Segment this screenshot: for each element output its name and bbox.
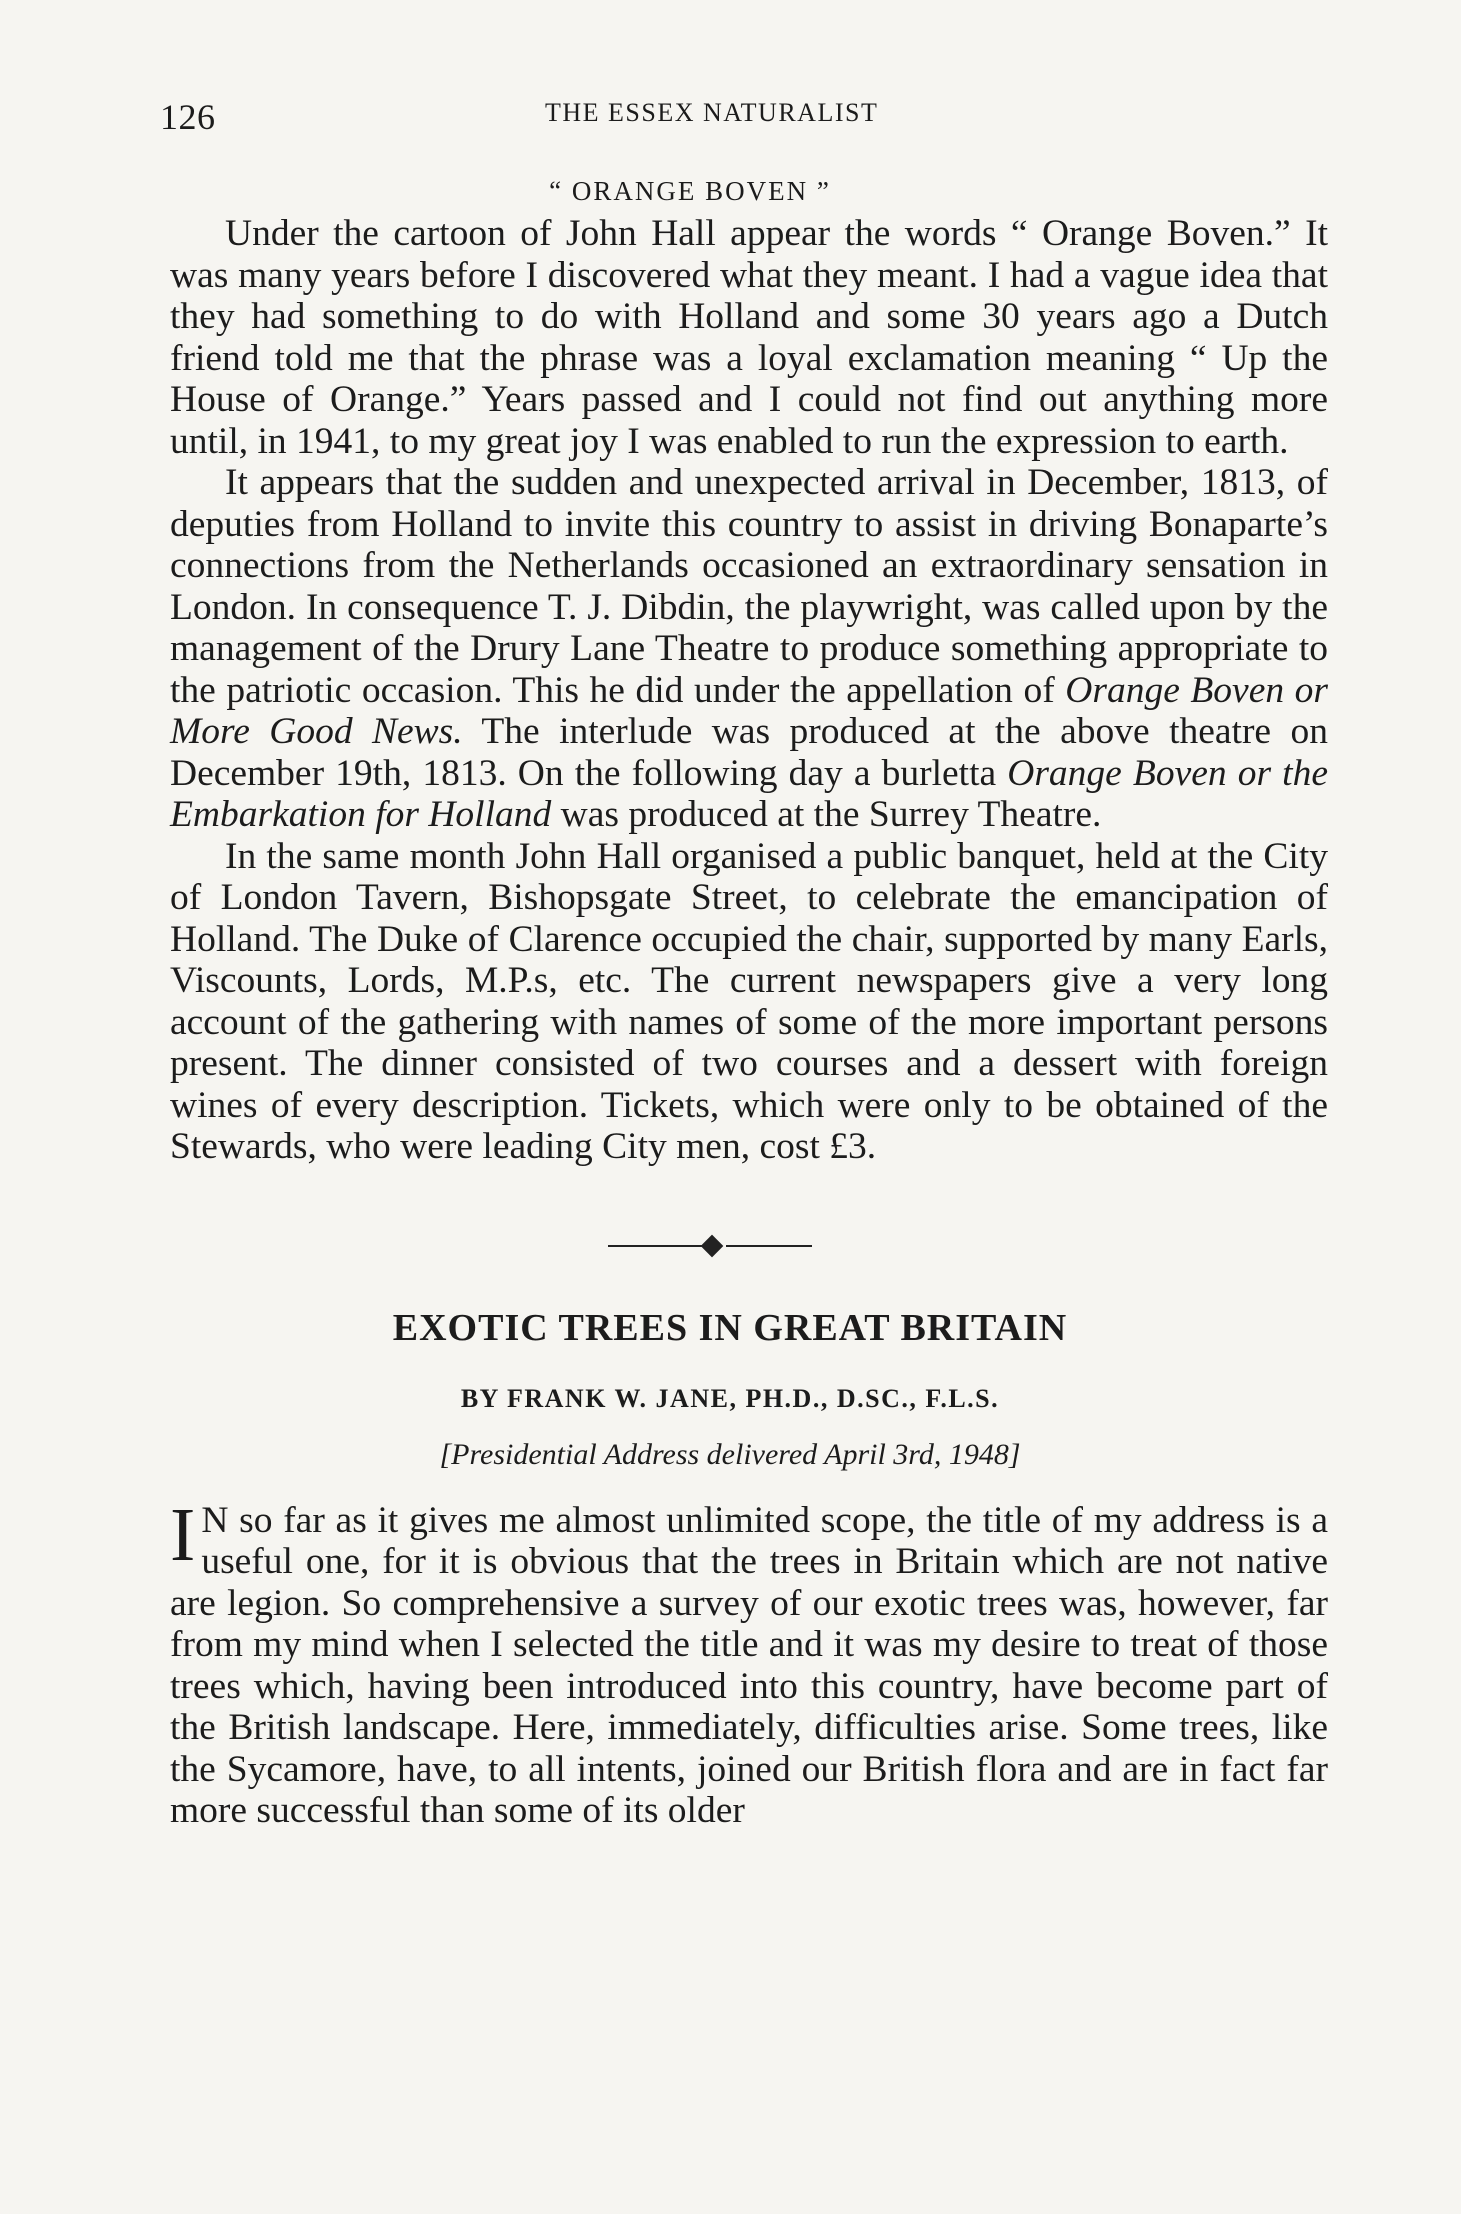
play-title-1: Orange Boven or More Good News. xyxy=(170,669,1328,752)
section-divider-ornament xyxy=(160,1226,1340,1266)
section-heading: “ ORANGE BOVEN ” xyxy=(549,176,831,206)
article-dateline: [Presidential Address delivered April 3rd, 1948] xyxy=(439,1437,1021,1471)
divider-rule-right xyxy=(726,1245,812,1247)
divider-rule-left xyxy=(608,1245,704,1247)
paragraph-2 xyxy=(170,462,1328,836)
article-body xyxy=(160,1492,1340,1832)
page xyxy=(160,88,1340,1832)
paragraph-3: In the same month John Hall organised a public banquet, held at the City of London Tavern, Bishopsgate Street, to celebrate the emancipation of Holland. The Duke of Clarence occupied the chair, supported by many Earls, Viscounts, Lords, M.P.s, etc. The current newspapers give a very long account of the gathering with names of some of the more important persons present. The dinner consisted of two courses and a dessert with foreign wines of every description. Tickets, which were only to be obtained of the Stewards, who were leading City men, cost £3. xyxy=(170,835,1328,1167)
article-opening-paragraph xyxy=(170,1492,1328,1832)
section-body xyxy=(160,213,1340,1168)
paragraph-2-part-1: It appears that the sudden and unexpected arrival in December, 1813, of deputies from Holland to invite this country to assist in driving Bonaparte’s connections from the Netherlands occasioned an extraordinary sensation in London. In consequence T. J. Dibdin, the playwright, was called upon by the management of the Drury Lane Theatre to produce something appropriate to the patriotic occasion. This he did under the appellation of xyxy=(170,462,1328,711)
article-title: EXOTIC TREES IN GREAT BRITAIN xyxy=(392,1306,1068,1349)
paragraph-2-part-2: The interlude was produced at the above theatre on December 19th, 1813. On the following day a burletta xyxy=(170,711,1328,794)
drop-cap: I xyxy=(170,1492,196,1577)
article-opening-text: N so far as it gives me almost unlimited scope, the title of my address is a useful one, for it is obvious that the trees in Britain which are not native are legion. So comprehensive a survey of our exotic trees was, however, far from my mind when I selected the title and it was my desire to treat of those trees which, having been introduced into this country, have become part of the British landscape. Here, immediately, difficulties arise. Some trees, like the Sycamore, have, to all intents, joined our British flora and are in fact far more successful than some of its older xyxy=(170,1499,1328,1831)
running-head xyxy=(160,88,1340,138)
journal-title: THE ESSEX NATURALIST xyxy=(545,98,879,127)
diamond-ornament-icon xyxy=(701,1234,724,1257)
paragraph-2-part-3: was produced at the Surrey Theatre. xyxy=(551,794,1102,835)
page-number: 126 xyxy=(160,97,216,137)
play-title-2: Orange Boven or the Embarkation for Holland xyxy=(170,752,1328,835)
article-byline: BY FRANK W. JANE, PH.D., D.SC., F.L.S. xyxy=(460,1383,1000,1413)
paragraph-1: Under the cartoon of John Hall appear the words “ Orange Boven.” It was many years before I discovered what they meant. I had a vague idea that they had something to do with Holland and some 30 years ago a Dutch friend told me that the phrase was a loyal exclamation meaning “ Up the House of Orange.” Years passed and I could not find out anything more until, in 1941, to my great joy I was enabled to run the expression to earth. xyxy=(170,213,1328,462)
